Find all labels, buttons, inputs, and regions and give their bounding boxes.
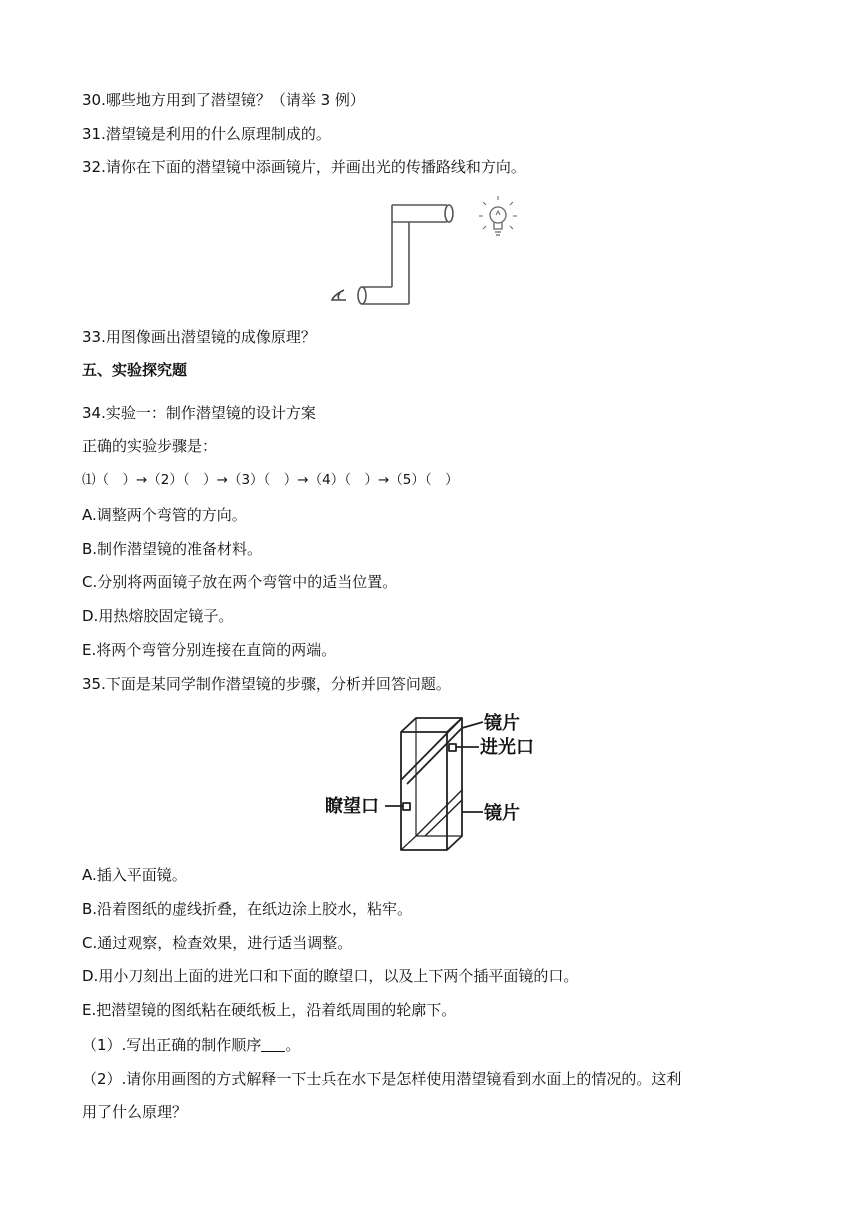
step-d: D.用小刀刻出上面的进光口和下面的瞭望口，以及上下两个插平面镜的口。 <box>82 967 579 985</box>
label-viewing-port: 瞭望口 <box>325 796 379 817</box>
question-30: 30.哪些地方用到了潜望镜？（请举 3 例） <box>82 91 365 109</box>
step-c: C.通过观察，检查效果，进行适当调整。 <box>82 934 353 952</box>
step-b: B.沿着图纸的虚线折叠，在纸边涂上胶水，粘牢。 <box>82 900 413 918</box>
sub-question-1-text: （1）.写出正确的制作顺序 <box>82 1036 262 1054</box>
sub-question-1 <box>82 1035 300 1055</box>
label-mirror-bottom: 镜片 <box>484 803 520 824</box>
label-mirror-top: 镜片 <box>484 713 520 734</box>
section-title: 五、实验探究题 <box>82 361 188 379</box>
sub-question-1-end: 。 <box>285 1036 301 1054</box>
sub-question-2-line1: （2）.请你用画图的方式解释一下士兵在水下是怎样使用潜望镜看到水面上的情况的。这利 <box>82 1070 682 1088</box>
question-33: 33.用图像画出潜望镜的成像原理？ <box>82 328 316 346</box>
option-a: A.调整两个弯管的方向。 <box>82 506 247 524</box>
light-bulb-icon <box>479 196 517 235</box>
question-34-title: 34.实验一：制作潜望镜的设计方案 <box>82 404 316 422</box>
question-35-title: 35.下面是某同学制作潜望镜的步骤，分析并回答问题。 <box>82 675 451 693</box>
label-light-inlet: 进光口 <box>480 737 534 758</box>
answer-blank[interactable] <box>261 1037 285 1052</box>
question-34-prompt: 正确的实验步骤是： <box>82 437 218 455</box>
option-c: C.分别将两面镜子放在两个弯管中的适当位置。 <box>82 573 398 591</box>
periscope-tube-figure <box>322 196 532 314</box>
option-d: D.用热熔胶固定镜子。 <box>82 607 234 625</box>
step-a: A.插入平面镜。 <box>82 866 187 884</box>
sub-question-2-line2: 用了什么原理？ <box>82 1103 188 1121</box>
option-b: B.制作潜望镜的准备材料。 <box>82 540 263 558</box>
option-e: E.将两个弯管分别连接在直筒的两端。 <box>82 641 337 659</box>
step-e: E.把潜望镜的图纸粘在硬纸板上，沿着纸周围的轮廓下。 <box>82 1001 457 1019</box>
periscope-box-diagram <box>315 712 565 857</box>
question-32: 32.请你在下面的潜望镜中添画镜片，并画出光的传播路线和方向。 <box>82 158 526 176</box>
eye-icon <box>332 290 346 300</box>
question-31: 31.潜望镜是利用的什么原理制成的。 <box>82 125 331 143</box>
step-sequence: ⑴（ ）→（2）（ ）→（3）（ ）→（4）（ ）→（5）（ ） <box>82 472 459 488</box>
